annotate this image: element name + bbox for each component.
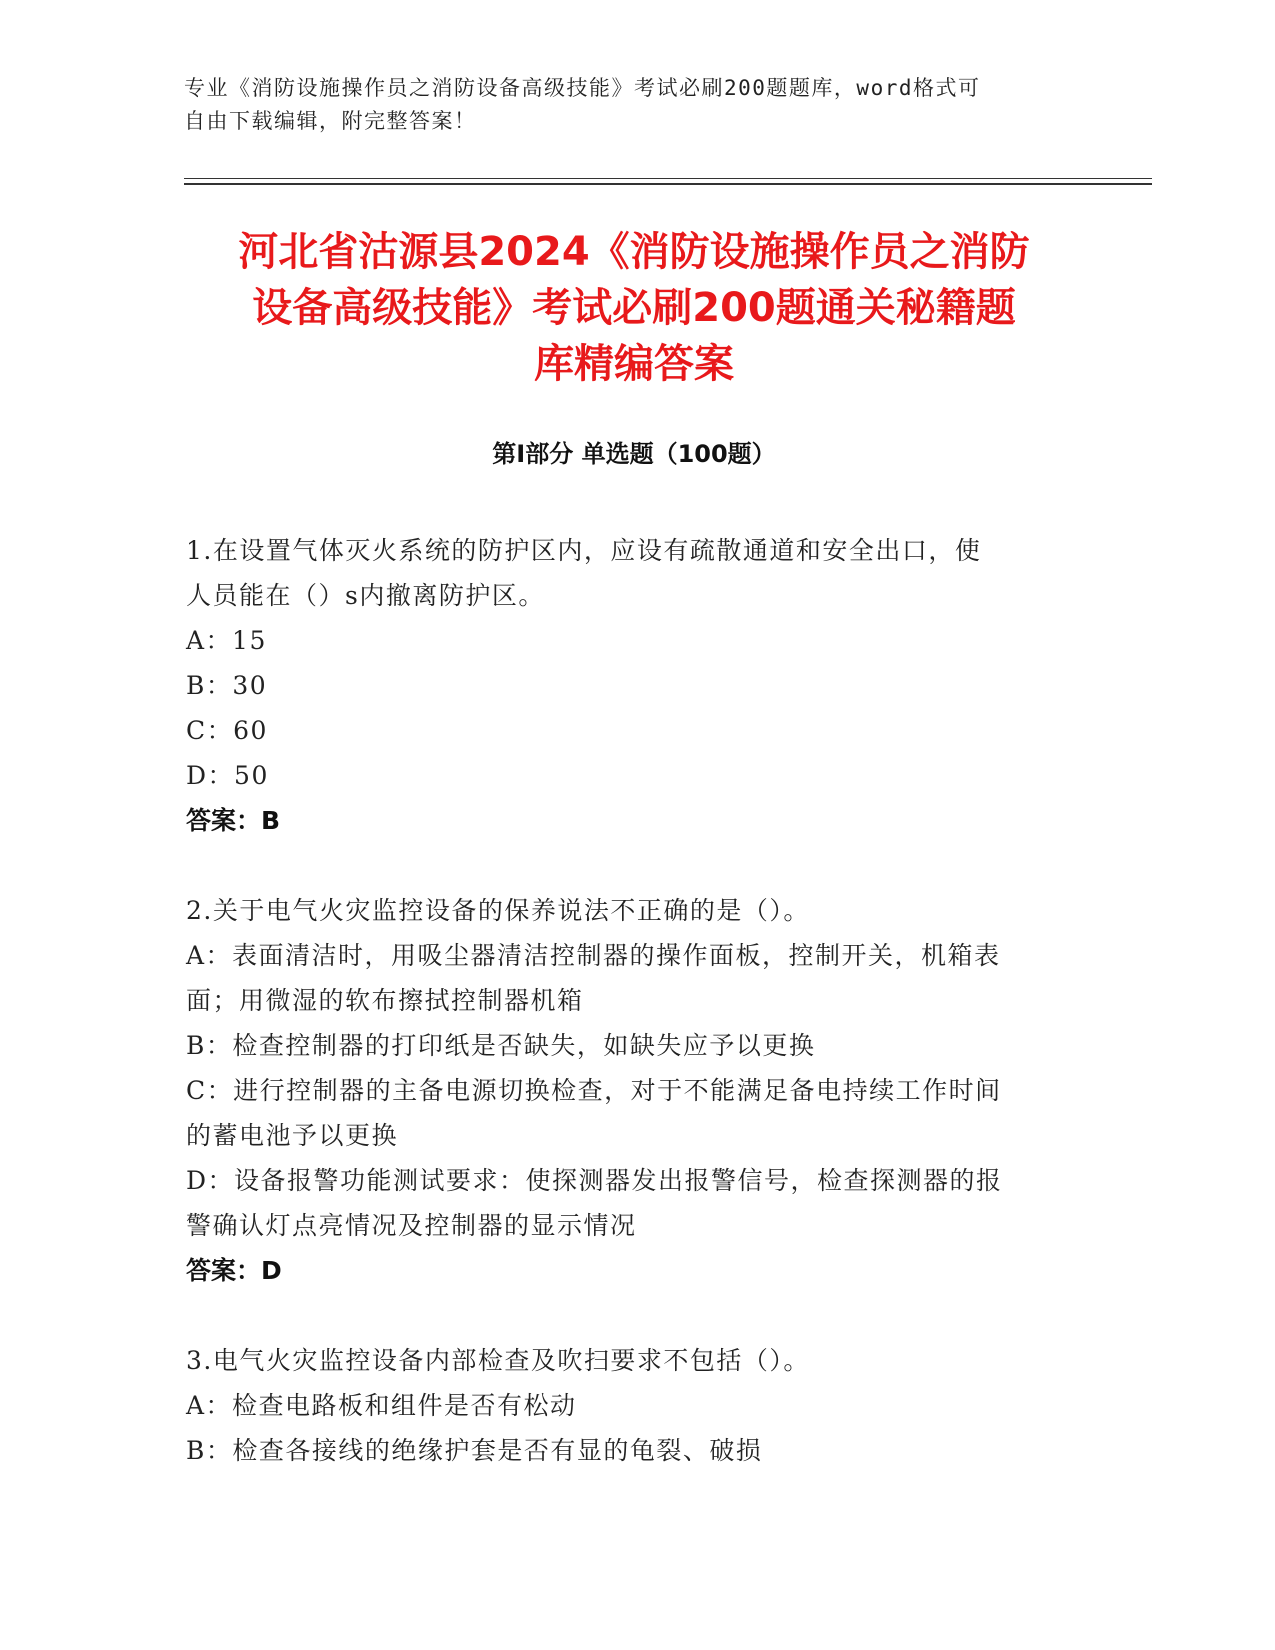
option-b: B：检查控制器的打印纸是否缺失，如缺失应予以更换 <box>186 1031 816 1060</box>
option-a: A：表面清洁时，用吸尘器清洁控制器的操作面板，控制开关，机箱表 <box>186 941 1001 970</box>
question-list <box>186 528 1076 1518</box>
header-note <box>184 72 1064 138</box>
option-a: A：15 <box>186 626 267 655</box>
option-d: D：设备报警功能测试要求：使探测器发出报警信号，检查探测器的报 <box>186 1166 1003 1195</box>
option-d: D：50 <box>186 761 269 790</box>
document-title-line-1: 河北省沽源县2024《消防设施操作员之消防 <box>238 229 1030 275</box>
answer-line <box>186 1248 1076 1293</box>
document-title-line-3: 库精编答案 <box>534 341 734 387</box>
question-3 <box>186 1338 1076 1473</box>
option-c: C：60 <box>186 716 268 745</box>
header-divider-bottom <box>184 183 1152 185</box>
question-2 <box>186 888 1076 1293</box>
document-title <box>184 224 1084 392</box>
option-a: A：检查电路板和组件是否有松动 <box>186 1391 577 1420</box>
answer-value: D <box>261 1256 282 1285</box>
question-stem-line: 人员能在（）s内撤离防护区。 <box>186 581 545 610</box>
option-a-continued: 面；用微湿的软布擦拭控制器机箱 <box>186 986 584 1015</box>
question-stem-line: 3.电气火灾监控设备内部检查及吹扫要求不包括（）。 <box>186 1346 810 1375</box>
option-b: B：30 <box>186 671 268 700</box>
header-note-line-2: 自由下载编辑，附完整答案！ <box>184 109 477 133</box>
option-c-continued: 的蓄电池予以更换 <box>186 1121 399 1150</box>
answer-label: 答案： <box>186 1256 262 1285</box>
option-d-continued: 警确认灯点亮情况及控制器的显示情况 <box>186 1211 637 1240</box>
answer-value: B <box>261 806 281 835</box>
section-heading: 第Ⅰ部分 单选题（100题） <box>492 440 776 468</box>
answer-line <box>186 798 1076 843</box>
option-b: B：检查各接线的绝缘护套是否有显的龟裂、破损 <box>186 1436 763 1465</box>
question-stem-line: 2.关于电气火灾监控设备的保养说法不正确的是（）。 <box>186 896 810 925</box>
question-stem-line: 1.在设置气体灭火系统的防护区内，应设有疏散通道和安全出口，使 <box>186 536 982 565</box>
question-1 <box>186 528 1076 843</box>
document-title-line-2: 设备高级技能》考试必刷200题通关秘籍题 <box>252 285 1016 331</box>
answer-label: 答案： <box>186 806 262 835</box>
header-note-line-1: 专业《消防设施操作员之消防设备高级技能》考试必刷200题题库，word格式可 <box>184 76 981 100</box>
option-c: C：进行控制器的主备电源切换检查，对于不能满足备电持续工作时间 <box>186 1076 1002 1105</box>
header-divider-top <box>184 178 1152 179</box>
